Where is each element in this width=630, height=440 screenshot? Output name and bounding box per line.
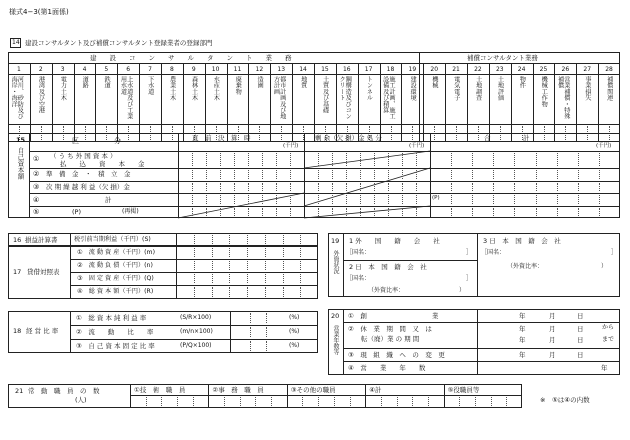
date-unit-label: 日	[577, 325, 584, 333]
column-number: 3	[60, 66, 65, 73]
row-5-label: (P)	[72, 208, 81, 216]
column-number: 25	[539, 66, 548, 73]
column-number: 19	[408, 66, 417, 73]
column-label: 機械	[430, 76, 438, 89]
staff-column-label: ⑤役職員等	[447, 386, 480, 394]
column-number: 23	[495, 66, 504, 73]
column-label: 造園	[256, 76, 264, 89]
date-unit-label: 月	[549, 312, 556, 320]
date-unit-label: 年	[519, 351, 526, 359]
column-number: 26	[561, 66, 570, 73]
foreign-ratio-2: （外資比率：	[368, 287, 405, 294]
section-20-side-label: 営業年数等	[332, 325, 339, 355]
column-number: 20	[430, 66, 439, 73]
ratio-close-3: ）	[601, 263, 608, 270]
column-number: 7	[148, 66, 152, 73]
column-label: 物件	[518, 76, 526, 89]
column-label: 営業補償・特殊補償	[556, 76, 570, 120]
row-1-label-1: （ う ち 外 国 資 本 ）	[50, 152, 117, 160]
column-label: 土地調査	[474, 76, 482, 101]
column-number: 8	[170, 66, 174, 73]
section-21-note: ※ ⑤は④の内数	[540, 396, 590, 404]
section-18-item-2: ② 流 動 比 率	[76, 328, 154, 336]
row-4-label: 計	[105, 196, 112, 204]
row-5-extra: (再掲)	[122, 208, 139, 215]
column-number: 12	[255, 66, 264, 73]
bracket-close-2: ］	[466, 275, 473, 282]
staff-column-label: ②事 務 職 員	[212, 386, 264, 394]
column-number: 14	[299, 66, 307, 73]
column-number: 13	[277, 66, 286, 73]
column-label: 鋼構造及びコンクリート	[338, 76, 352, 120]
column-label: 鉄道	[103, 76, 111, 89]
section-18-item-3: ③ 自 己 資 本 固 定 比 率	[76, 342, 155, 350]
column-number: 9	[191, 66, 196, 73]
section-18-unit-2: (%)	[289, 328, 300, 335]
section-18-formula-1: (S/R×100)	[180, 314, 212, 321]
column-number: 17	[364, 66, 373, 73]
section-18-unit-1: (%)	[289, 314, 300, 321]
col-total: 合 計	[484, 134, 530, 142]
date-unit-label: 月	[549, 325, 556, 333]
row-4-mark: ④	[33, 196, 40, 204]
section-19-number: 19	[331, 237, 340, 245]
column-number: 24	[517, 66, 526, 73]
section-21-number: 21	[15, 387, 24, 395]
column-number: 4	[82, 66, 87, 73]
section-17-label: 貸借対照表	[27, 268, 60, 276]
foreign-country-3: ［国名：	[481, 249, 506, 256]
col-settlement-unit: (千円)	[283, 143, 299, 149]
section-18-item-1: ① 総 資 本 純 利 益 率	[76, 314, 147, 322]
item-suspension: ② 休 業 期 間 又 は	[348, 325, 432, 333]
section-17-item-4: ④ 総 資 本 額（千円）(R)	[77, 288, 154, 295]
japanese-company-2: 2 日 本 国 籍 会 社	[349, 263, 427, 271]
p-mark: (P)	[432, 195, 440, 201]
row-5-mark: ⑤	[33, 208, 40, 216]
column-label: 施工計画、施工設備及び積算	[381, 76, 395, 120]
row-1-mark: ①	[33, 155, 40, 163]
bracket-close-1: ］	[466, 249, 473, 256]
date-unit-label: 年	[519, 325, 526, 333]
staff-column-label: ③その他の職員	[290, 386, 336, 394]
column-number: 16	[342, 66, 351, 73]
column-label: 電気電子	[452, 76, 460, 101]
row-3-mark: ③	[33, 183, 40, 191]
staff-column-label: ④計	[369, 386, 382, 394]
section-16-label: 損益計算書	[25, 236, 58, 244]
compensation-consultant-header: 補償コンサルタント業務	[467, 54, 538, 62]
item-founding: ① 創 業	[348, 312, 439, 320]
row-2-label: 準 備 金 ・ 積 立 金	[46, 170, 131, 178]
section-15-side-label: 自己資本額	[16, 147, 25, 180]
section-18-unit-3: (%)	[289, 342, 300, 349]
column-number: 10	[211, 66, 220, 73]
column-label: 下水道	[146, 76, 154, 95]
column-label: 事業損失	[583, 76, 591, 101]
column-label: 水産土木	[212, 76, 220, 101]
column-label: 森林土木	[190, 76, 198, 101]
years-label: 年	[601, 364, 608, 372]
item-change: ③ 現 組 織 へ の 変 更	[348, 351, 445, 359]
date-unit-label: 日	[577, 312, 584, 320]
row-1-label-2: 払 込 資 本 金	[60, 160, 145, 168]
date-unit-label: 日	[577, 351, 584, 359]
date-unit-label: 月	[549, 351, 556, 359]
section-16-number: 16	[13, 236, 22, 244]
from-label: から	[602, 324, 615, 331]
foreign-country-2: ［国名：	[346, 275, 371, 282]
construction-consultant-header: 建 設 コ ン サ ル タ ン ト 業 務	[90, 54, 292, 62]
column-label: 都市計画及び地方計画	[272, 76, 286, 120]
section-18-number: 18	[13, 327, 22, 335]
col-kubun: 区 分	[72, 137, 121, 145]
item-suspension-2: 転（廃）業 の 期 間	[361, 335, 420, 343]
section-21-unit: (人)	[75, 396, 87, 404]
section-18-formula-3: (P/Q×100)	[180, 342, 212, 349]
column-label: 建設環境	[409, 76, 417, 101]
column-label: 補償関連	[605, 76, 613, 101]
bracket-close-3: ］	[611, 249, 618, 256]
column-number: 28	[605, 66, 613, 73]
column-number: 18	[386, 66, 395, 73]
column-number: 21	[452, 66, 460, 73]
section-14-title: 建設コンサルタント及び補償コンサルタント登録業者の登録部門	[25, 39, 213, 47]
staff-column-label: ①技 術 職 員	[134, 386, 186, 394]
column-number: 1	[17, 66, 21, 73]
foreign-ratio-3: （外資比率：	[507, 263, 544, 270]
section-17-item-3: ③ 固 定 資 産（千円）(Q)	[77, 275, 154, 282]
column-label: 電力土木	[59, 76, 67, 101]
row-3-label: 次 期 繰 越 利 益（欠 損）金	[46, 183, 130, 191]
section-18-label: 経 営 比 率	[26, 327, 59, 335]
column-label: 上水道及び工業用水道	[119, 76, 133, 120]
column-number: 11	[233, 66, 242, 73]
column-number: 22	[474, 66, 482, 73]
date-unit-label: 年	[519, 312, 526, 320]
item-years: ④ 営 業 年 数	[348, 364, 426, 372]
date-unit-label: 日	[577, 336, 584, 344]
column-label: 港湾及び空港	[37, 76, 45, 114]
section-14-number: 14	[12, 39, 20, 46]
column-label: 廃棄物	[234, 76, 242, 95]
col-surplus-unit: (千円)	[409, 143, 425, 149]
section-15-number: 15	[16, 136, 26, 144]
column-label: 土質及び基礎	[321, 76, 329, 114]
section-19-side-label: 外資状況	[332, 250, 339, 274]
column-number: 27	[583, 66, 592, 73]
ratio-close-2: ）	[459, 287, 466, 294]
column-number: 15	[321, 66, 329, 73]
section-17-item-2: ② 流 動 負 債（千円）(n)	[77, 262, 153, 269]
section-17-number: 17	[13, 268, 22, 276]
foreign-company: 1 外 国 籍 会 社	[349, 237, 440, 245]
column-label: 機械工作物	[540, 76, 548, 107]
column-number: 2	[38, 66, 43, 73]
column-label: 土地評価	[496, 76, 504, 101]
section-16-item: 税引前当期利益（千円）(S)	[74, 236, 151, 243]
column-number: 5	[104, 66, 109, 73]
foreign-country-1: ［国名：	[346, 249, 371, 256]
col-total-unit: (千円)	[596, 143, 612, 149]
section-18-formula-2: (m/n×100)	[180, 328, 213, 335]
column-label: 道路	[81, 76, 89, 89]
column-label: 農業土木	[168, 76, 176, 101]
date-unit-label: 年	[519, 336, 526, 344]
japanese-company-3: 3 日 本 国 籍 会 社	[483, 237, 561, 245]
col-surplus: 剰 余（欠 損）金 処 分	[315, 134, 382, 142]
column-number: 6	[126, 66, 131, 73]
section-21-label: 常 動 職 員 の 数	[28, 387, 100, 395]
row-2-mark: ②	[33, 170, 40, 178]
form-title: 様式4−3(第1面係)	[9, 8, 69, 16]
section-17-item-1: ① 流 動 資 産（千円）(m)	[77, 249, 155, 256]
to-label: まで	[602, 336, 615, 343]
section-20-number: 20	[331, 312, 340, 320]
col-settlement: 直 前 決 算 時	[192, 134, 251, 142]
column-label: 地質	[299, 76, 307, 89]
column-label: 河川、砂防及び海岸・海洋	[10, 76, 24, 120]
date-unit-label: 月	[549, 336, 556, 344]
column-label: トンネル	[365, 76, 373, 101]
